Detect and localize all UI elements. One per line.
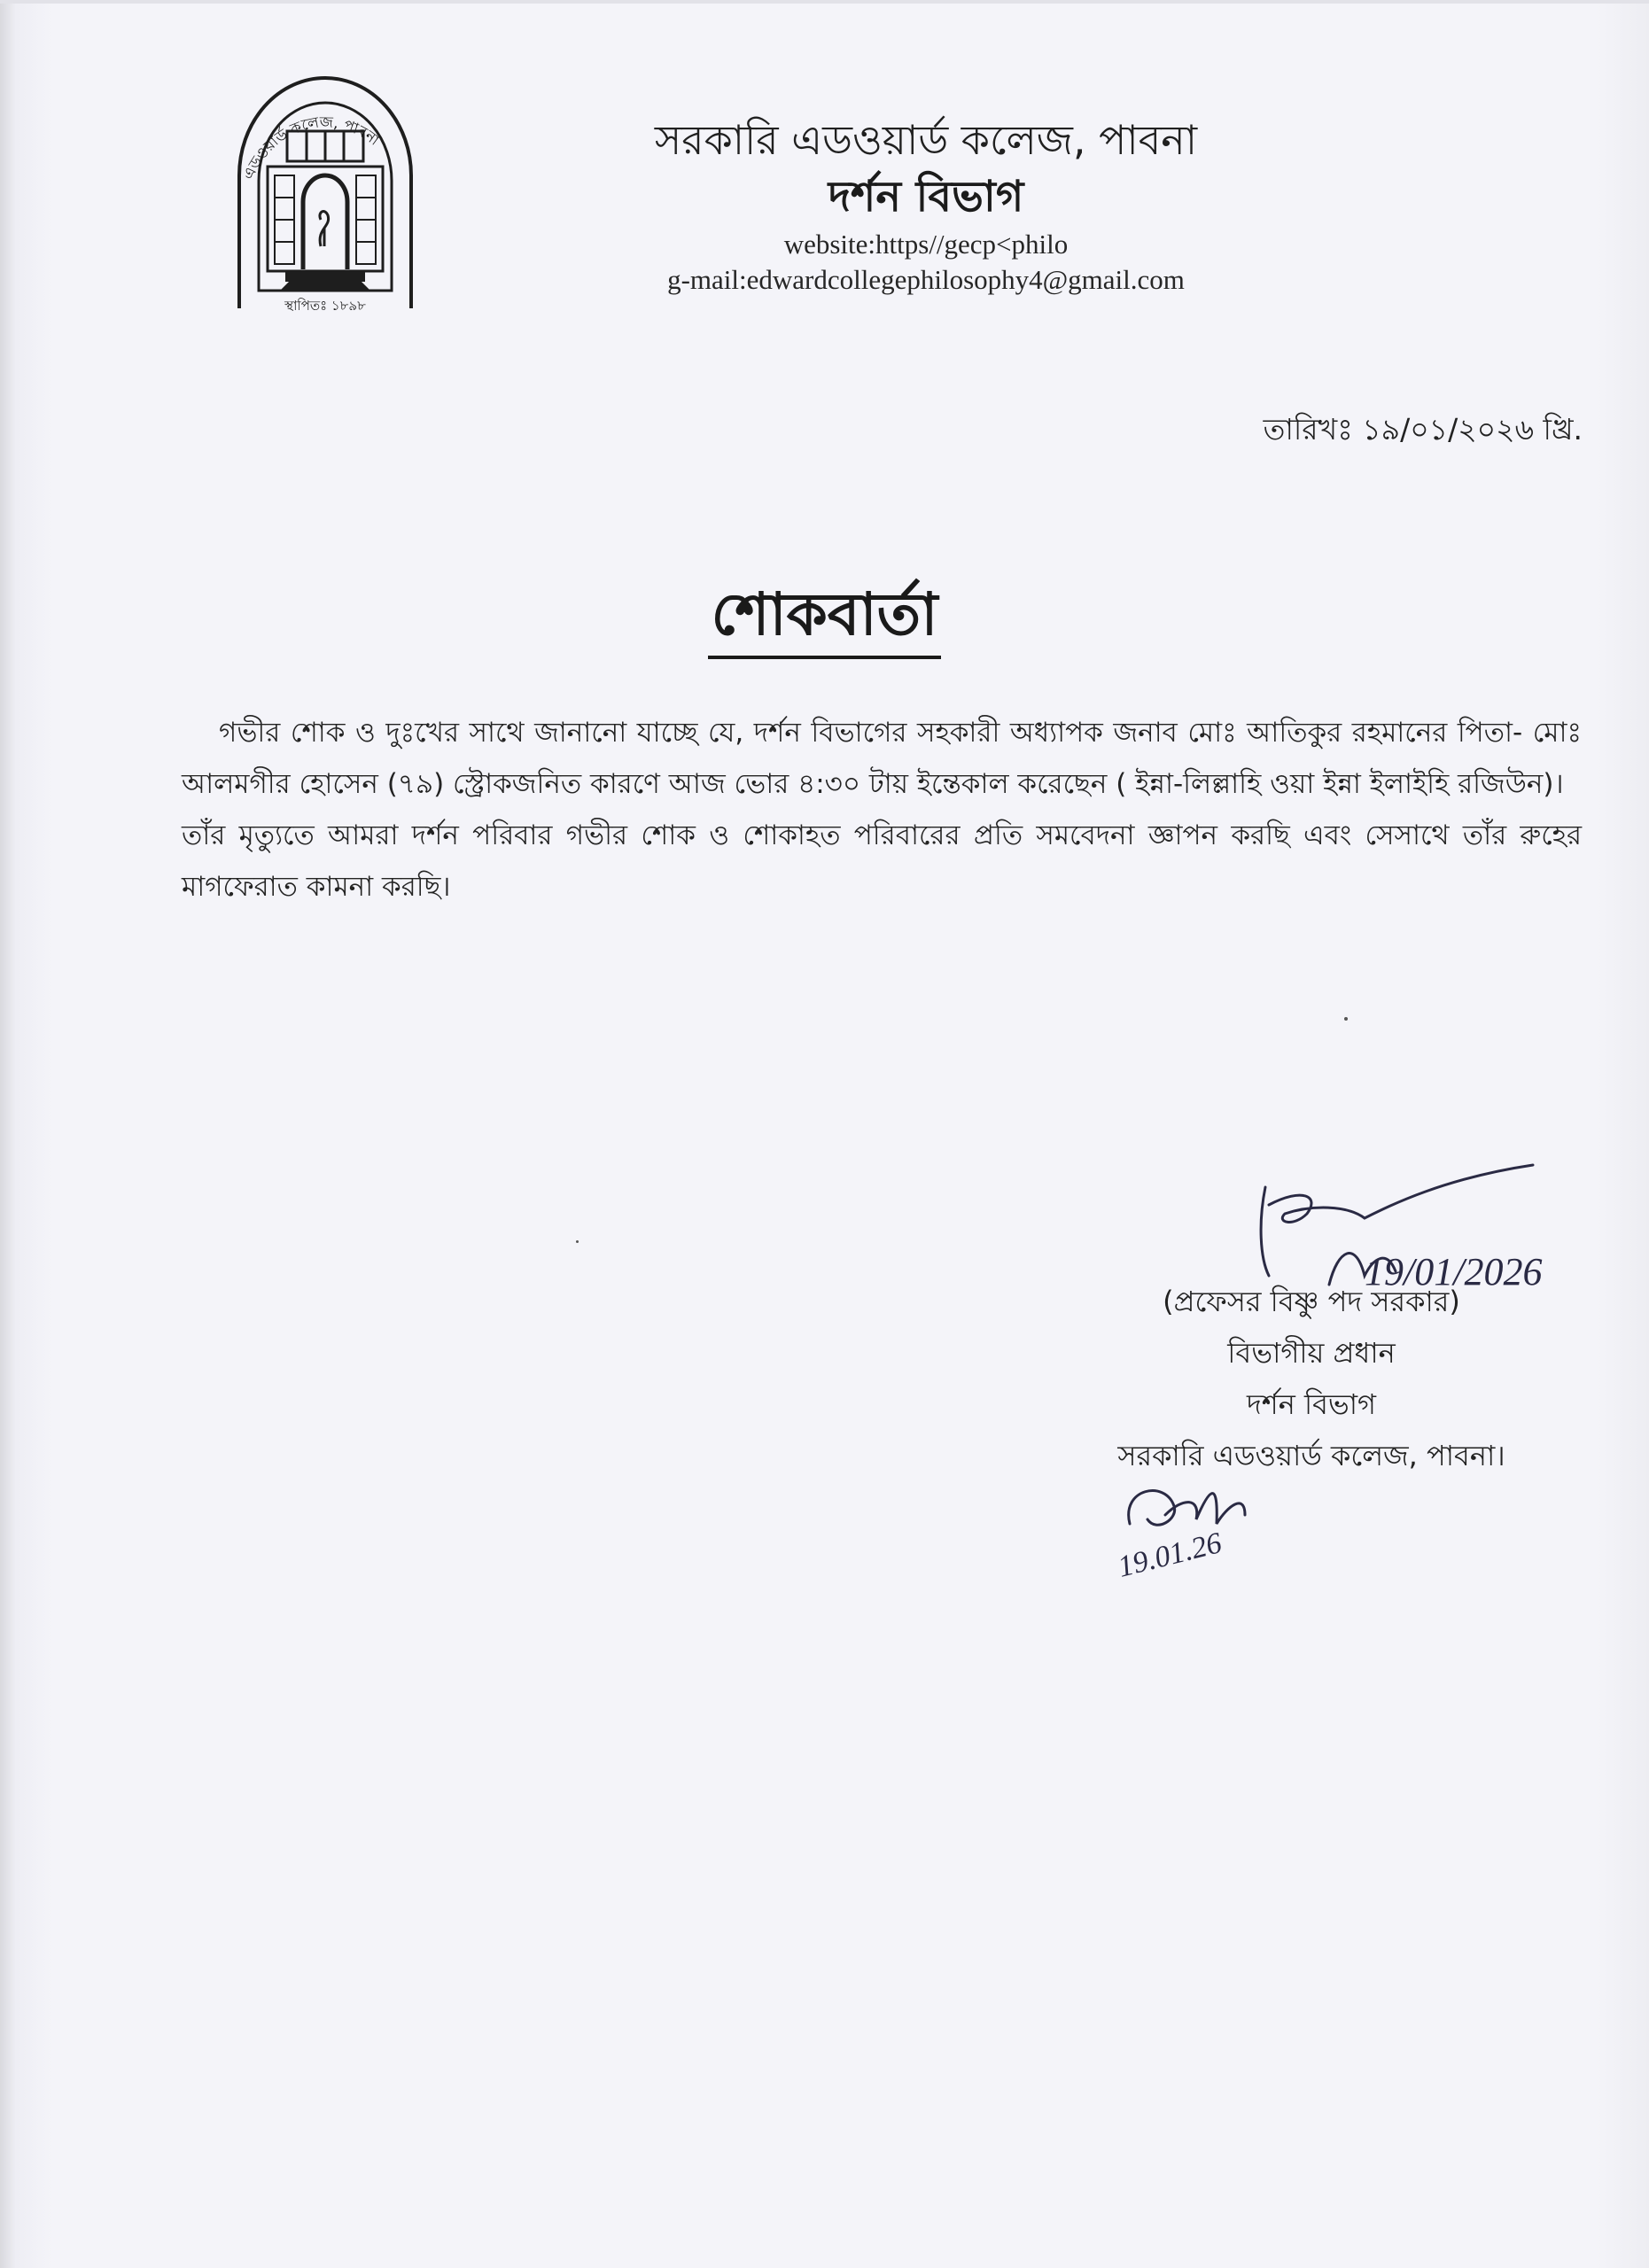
signatory-department: দর্শন বিভাগ: [1246, 1387, 1377, 1421]
initial-date: 19.01.26: [1114, 1526, 1225, 1584]
website-text: website:https//gecp<philo: [783, 229, 1069, 260]
scan-speck: [1344, 1017, 1348, 1021]
svg-text:এডওয়ার্ড কলেজ, পাবনা: [240, 113, 384, 182]
letterhead: [567, 113, 1285, 298]
scan-edge: [0, 0, 1649, 4]
letter-body: [182, 707, 1582, 913]
document-title-wrap: [0, 576, 1649, 659]
body-paragraph-2: তাঁর মৃত্যুতে আমরা দর্শন পরিবার গভীর শোক ও শোকাহত পরিবারের প্রতি সমবেদনা জ্ঞাপন করছি এবং সেসাথে তাঁর রুহের মাগফেরাত কামনা করছি।: [182, 819, 1582, 903]
college-emblem: [232, 69, 418, 319]
signature-date: 19/01/2026: [1365, 1250, 1543, 1293]
document-date: তারিখঃ ১৯/০১/২০২৬ খ্রি.: [1263, 412, 1583, 447]
scan-speck: [576, 1240, 579, 1243]
department-name: দর্শন বিভাগ: [828, 172, 1024, 221]
gmail-text: g-mail:edwardcollegephilosophy4@gmail.com: [667, 264, 1185, 295]
emblem-established: স্থাপিতঃ ১৮৯৮: [284, 298, 366, 314]
document-title: শোকবার্তা: [708, 576, 942, 659]
emblem-icon: [232, 69, 418, 319]
handwritten-initial: [1112, 1471, 1289, 1595]
emblem-arc-text: এডওয়ার্ড কলেজ, পাবনা: [239, 113, 383, 183]
signatory-details: [1046, 1276, 1577, 1481]
signatory-college: সরকারি এডওয়ার্ড কলেজ, পাবনা।: [1117, 1439, 1505, 1472]
body-paragraph-1: গভীর শোক ও দুঃখের সাথে জানানো যাচ্ছে যে, দর্শন বিভাগের সহকারী অধ্যাপক জনাব মোঃ আতিকুর রহমানের পিতা- মোঃ আলমগীর হোসেন (৭৯) স্ট্রোকজনিত কারণে আজ ভোর ৪:৩০ টায় ইন্তেকাল করেছেন ( ইন্না-লিল্লাহি ওয়া ইন্না ইলাইহি রজিউন)।: [182, 717, 1582, 800]
college-name: সরকারি এডওয়ার্ড কলেজ, পাবনা: [654, 116, 1198, 164]
signatory-designation: বিভাগীয় প্রধান: [1227, 1336, 1396, 1370]
initial-stamp: [1112, 1471, 1289, 1595]
signatory-name: (প্রফেসর বিষ্ণু পদ সরকার): [1163, 1285, 1460, 1318]
